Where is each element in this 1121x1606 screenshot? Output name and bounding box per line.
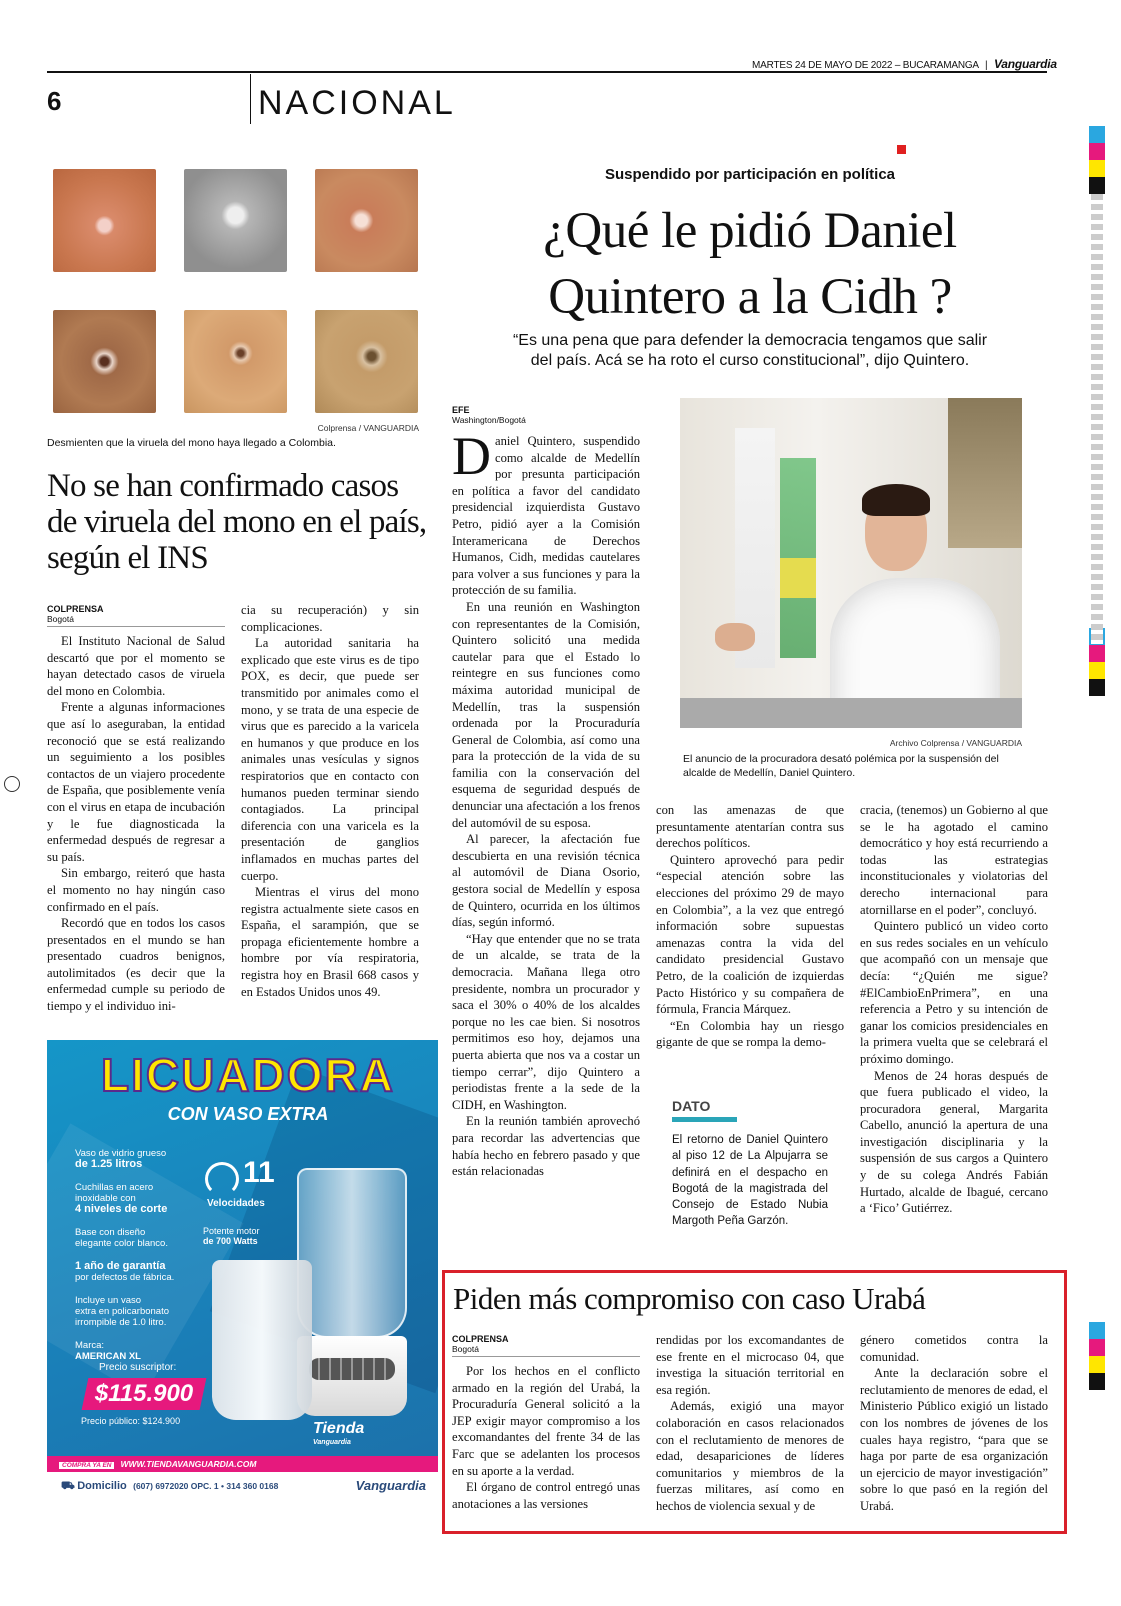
- paragraph: “Hay que entender que no se trata de un alcalde, se trata de la democracia. Mañana llega otro presidente, nombra un procurador y saca el 30% o 40% de los alcaldes porque no les cae bien. Si nosotros permitimos eso hoy, dejamos una puerta abierta que nos va a costar un tiempo cerrar”, dijo Quintero a periodistas frente a la sede de la CIDH, en Washington.: [452, 931, 640, 1112]
- blender-buttons-icon: [309, 1358, 395, 1380]
- skin-lesion-image: [315, 310, 418, 413]
- phone: (607) 6972020 OPC. 1 • 314 360 0168: [133, 1481, 279, 1491]
- store-name: Tienda: [313, 1420, 365, 1437]
- quintero-photo: [680, 398, 1022, 728]
- article-column: [656, 1332, 844, 1515]
- paragraph: Sin embargo, reiteró que hasta el momento no hay ningún caso confirmado en el país.: [47, 866, 225, 914]
- paragraph: cracia, (tenemos) un Gobierno al que se le ha agotado el camino democrático y hoy está recurriendo a todas las estrategias inconstitucionales y violatorias del derecho internacional para atornillarse en el poder”, concluyó.: [860, 803, 1048, 917]
- article-column: [241, 602, 419, 1000]
- paragraph: Ante la declaración sobre el reclutamiento de menores de edad, el Ministerio Público exigió un listado con los nombres de jóvenes de los cuales haya registro, “para que se haga por parte de esa organización un ejercicio de mayor investigación” sobre lo que pasó en la región del Urabá.: [860, 1366, 1048, 1513]
- extra-jar-icon: [212, 1260, 312, 1420]
- paragraph: La autoridad sanitaria ha explicado que este virus es de tipo POX, es decir, que puede ser transmitido por animales como el mono, y se trata de una especie de virus que es parecido a la varicela en humanos y que produce en los animales unas vesículas y signos respiratorios que en contacto con humanos pueden terminar siendo contagiados. La principal diferencia con una varicela es la presentación de ganglios inflamados en muchas partes del cuerpo.: [241, 636, 419, 883]
- paragraph: Quintero publicó un video corto en sus redes sociales en un vehículo que acompañó con un mensaje que decía: “¿Quién me sigue? #ElCambioEnPrimera”, en una referencia a Petro y su intención de ganar los comicios presidenciales en la primera vuelta que se celebrará el próximo domingo.: [860, 919, 1048, 1066]
- byline-city: Bogotá: [47, 614, 74, 624]
- delivery-icon: ⛟: [61, 1480, 75, 1492]
- article-column: [860, 1332, 1048, 1515]
- photo-caption: El anuncio de la procuradora desató polémica por la suspensión del alcalde de Medellín, Daniel Quintero.: [683, 753, 999, 779]
- store-url[interactable]: WWW.TIENDAVANGUARDIA.COM: [120, 1459, 257, 1469]
- article-column: [452, 1334, 640, 1512]
- brand-logo: Vanguardia: [993, 57, 1057, 71]
- article-kicker: Suspendido por participación en política: [604, 166, 896, 183]
- skin-lesion-image: [184, 169, 287, 272]
- buy-label: COMPRA YA EN: [59, 1462, 114, 1469]
- article-deck: [440, 331, 1060, 371]
- footer-bar: [47, 1472, 438, 1500]
- page-number: 6: [47, 86, 62, 116]
- dateline-text: MARTES 24 DE MAYO DE 2022 – BUCARAMANGA: [752, 60, 979, 71]
- section-title: NACIONAL: [258, 84, 456, 122]
- dateline: MARTES 24 DE MAYO DE 2022 – BUCARAMANGA | Vanguardia: [752, 57, 1057, 71]
- article-body: [47, 633, 225, 1015]
- article-body: [452, 1363, 640, 1512]
- paragraph: En una reunión en Washington con representantes de la Comisión, Quintero solicitó una medida cautelar para que el Estado lo reintegre en sus funciones como máxima autoridad municipal de Medellín, tras la suspensión ordenada por la Procuraduría General de Colombia, así como una para la protección de la vida de su familia con la conservación del esquema de seguridad después de denunciar una afectación a los frenos del automóvil de su esposa.: [452, 599, 640, 830]
- byline-agency: COLPRENSA: [452, 1334, 509, 1344]
- byline: [452, 405, 640, 427]
- registration-mark-top: [1089, 126, 1105, 194]
- skin-lesion-image: [53, 310, 156, 413]
- dato-text: El retorno de Daniel Quintero al piso 12 de La Alpujarra se definirá en el despacho en Bogotá de la magistrada del Consejo de Estado Nubia Margoth Peña Garzón.: [672, 1134, 828, 1228]
- dato-label: DATO: [672, 1098, 711, 1114]
- url-bar[interactable]: [47, 1456, 438, 1472]
- byline: [452, 1334, 640, 1357]
- photo-caption: Desmienten que la viruela del mono haya llegado a Colombia.: [47, 437, 336, 449]
- headline-line: ¿Qué le pidió Daniel: [543, 203, 957, 259]
- paragraph: El Instituto Nacional de Salud descartó que por el momento se hayan detectado casos de viruela del mono en Colombia.: [47, 634, 225, 698]
- ad-brand: Vanguardia: [355, 1478, 426, 1493]
- paragraph: Recordó que en todos los casos presentados en el mundo se han presentado cuadros benignos, autolimitados (es decir que la enfermedad cumple su periodo de tiempo y el individuo ini-: [47, 916, 225, 1014]
- motor-line: Potente motor: [203, 1226, 260, 1236]
- article-column: [47, 604, 225, 1015]
- paragraph: cia su recuperación) y sin complicaciones.: [241, 603, 419, 634]
- delivery-label: Domicilio: [77, 1480, 127, 1492]
- skin-lesion-image: [315, 169, 418, 272]
- paragraph: Mientras el virus del mono registra actualmente siete casos en España, el sarampión, que se propaga eficientemente hombre a hombre por vía respiratoria, registra hoy en Brasil 668 casos y en Estados Unidos unos 49.: [241, 885, 419, 999]
- paragraph: Además, exigió una mayor colaboración en casos relacionados con el reclutamiento de menores de edad, desapariciones de líderes comunitarios y miembros de la fuerzas militares, así como en hechos de violencia sexual y de: [656, 1399, 844, 1513]
- paragraph: Por los hechos en el conflicto armado en la región del Urabá, la Procuraduría General solicitó a la JEP exigir mayor compromiso a los excomandantes del frente 34 de las Farc que se adelanten los procesos en su aporte a la verdad.: [452, 1364, 640, 1478]
- paragraph: “En Colombia hay un riesgo gigante de que se rompa la demo-: [656, 1018, 844, 1050]
- byline-agency: EFE: [452, 405, 470, 415]
- photo-credit: Archivo Colprensa / VANGUARDIA: [889, 738, 1022, 748]
- crosshair-icon: [4, 776, 20, 792]
- paragraph: rendidas por los excomandantes de ese frente en el microcaso 04, que investiga la situación territorial en esa región.: [656, 1333, 844, 1397]
- article-headline: [440, 198, 1060, 330]
- price-public: Precio público: $124.900: [81, 1416, 181, 1426]
- feature-item: Marca: AMERICAN XL: [75, 1340, 141, 1362]
- dato-box: [672, 1098, 828, 1230]
- byline-agency: COLPRENSA: [47, 604, 104, 614]
- headline-line: Quintero a la Cidh ?: [548, 269, 952, 325]
- skin-lesion-image: [53, 169, 156, 272]
- paragraph: Menos de 24 horas después de que fuera publicado el video, la procuradora general, Margarita Cabello, anunció la apertura de una investigación disciplinaria y la suspensión de sus cargos a Quintero y de su colega Andrés Fabián Hurtado, alcalde de Ibagué, cercano a ‘Fico’ Gutiérrez.: [860, 1068, 1048, 1216]
- monkeypox-photo-grid: [47, 163, 419, 420]
- article-column: [452, 405, 640, 1180]
- store-sub: Vanguardia: [313, 1439, 351, 1446]
- feature-item: Vaso de vidrio grueso de 1.25 litros: [75, 1148, 167, 1170]
- price-sub-label: Precio suscriptor:: [99, 1362, 177, 1373]
- photo-credit: Colprensa / VANGUARDIA: [317, 423, 419, 433]
- registration-mark-bottom: [1089, 1322, 1105, 1390]
- store-logo: [313, 1422, 364, 1450]
- ad-title: LICUADORA: [101, 1049, 395, 1101]
- paragraph: con las amenazas de que presuntamente atentarían contra sus derechos políticos.: [656, 803, 844, 851]
- section-divider: [250, 74, 251, 124]
- paragraph: [452, 426, 640, 599]
- header-rule: [47, 71, 1047, 73]
- motor-info: [203, 1226, 260, 1246]
- feature-item: Cuchillas en acero inoxidable con 4 niveles de corte: [75, 1182, 168, 1215]
- speed-dial-icon: [205, 1162, 239, 1196]
- paragraph: El órgano de control entregó unas anotaciones a las versiones: [452, 1480, 640, 1511]
- byline-city: Bogotá: [452, 1344, 479, 1354]
- red-dot-icon: [897, 145, 906, 154]
- speeds-number: 11: [243, 1156, 275, 1189]
- blender-jar-icon: [297, 1168, 407, 1338]
- paragraph: En la reunión también aprovechó para recordar las advertencias que había hecho en febrero pasado y que están relacionadas: [452, 1114, 640, 1179]
- deck-line: “Es una pena que para defender la democracia tengamos que salir: [512, 332, 988, 349]
- speeds-label: Velocidades: [207, 1198, 265, 1209]
- paragraph: Quintero aprovechó para pedir “especial atención sobre las elecciones del próximo 29 de mayo en Colombia”, a la vez que entregó información sobre supuestas amenazas contra la vida del candidato presidencial Gustavo Petro, de la coalición de izquierdas Pacto Histórico y su compañera de fórmula, Francia Márquez.: [656, 852, 844, 1017]
- deck-line: del país. Acá se ha roto el curso constitucional”, dijo Quintero.: [530, 352, 970, 369]
- paragraph: Frente a algunas informaciones que así lo aseguraban, la entidad reconoció que se está realizando un seguimiento a los posibles contactos de un viajero procedente de España, que posiblemente venía con el virus en etapa de incubación y le fue diagnosticada la enfermedad después de regresar a su país.: [47, 700, 225, 864]
- article-headline: Piden más compromiso con caso Urabá: [453, 1281, 926, 1316]
- feature-item: Base con diseño elegante color blanco.: [75, 1227, 168, 1249]
- ad-subtitle: CON VASO EXTRA: [167, 1104, 329, 1124]
- motor-line: de 700 Watts: [203, 1236, 258, 1246]
- dato-rule: [672, 1117, 737, 1122]
- paragraph: Al parecer, la afectación fue descubierta en una revisión técnica al automóvil de Diana Osorio, gestora social de Medellín y esposa de Quintero, ocurrida en los últimos días, según informó.: [452, 832, 640, 930]
- byline-city: Washington/Bogotá: [452, 415, 526, 425]
- paragraph-text: aniel Quintero, suspendido como alcalde de Medellín por presunta participación en política a favor del candidato presidencial izquierdista Gustavo Petro, pidió ayer a la Comisión Interamericana de Derechos Humanos, Cidh, medidas cautelares para volver a sus funciones y para la protección de su familia.: [452, 434, 640, 598]
- article-column: [860, 802, 1048, 1217]
- drop-cap: D: [452, 426, 491, 486]
- price-subscriber: $115.900: [94, 1380, 194, 1407]
- feature-item: Incluye un vaso extra en policarbonato irrompible de 1.0 litro.: [75, 1295, 170, 1328]
- byline: [47, 604, 225, 627]
- blender-ad[interactable]: [47, 1040, 438, 1500]
- article-body: [452, 426, 640, 1180]
- feature-item: 1 año de garantía por defectos de fábrica.: [75, 1260, 175, 1283]
- article-headline: No se han confirmado casos de viruela del mono en el país, según el INS: [47, 468, 427, 576]
- paragraph: género cometidos contra la comunidad.: [860, 1333, 1048, 1364]
- article-column: [656, 802, 844, 1051]
- feature-list: [75, 1148, 215, 1362]
- skin-lesion-image: [184, 310, 287, 413]
- registration-strip: [1091, 194, 1103, 644]
